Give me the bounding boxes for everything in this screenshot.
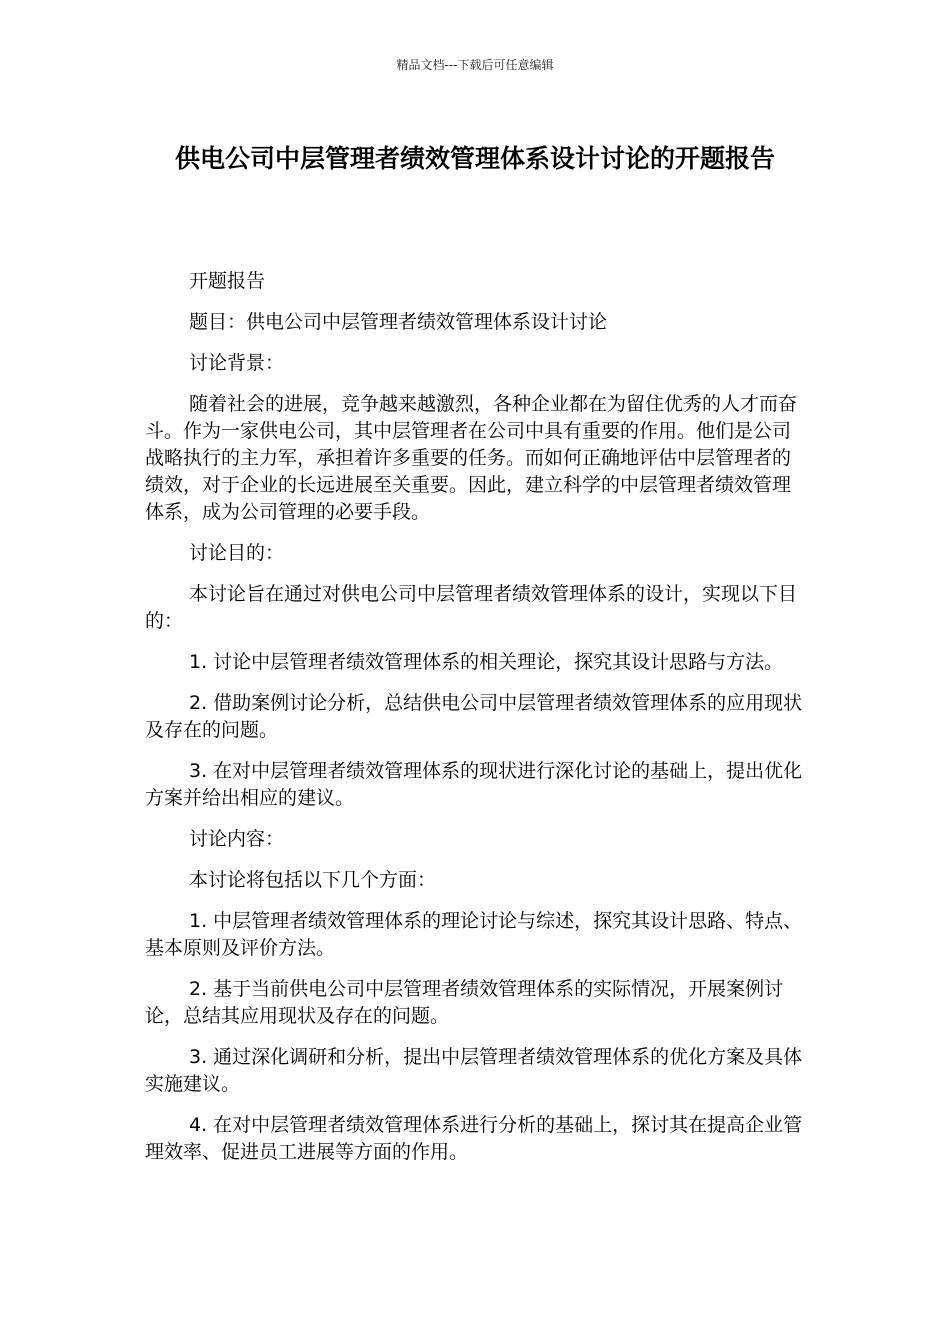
paragraph-content-intro: 本讨论将包括以下几个方面：	[189, 869, 437, 891]
heading-content: 讨论内容：	[189, 828, 285, 850]
document-body	[145, 268, 805, 1180]
list-item-content-4: 4. 在对中层管理者绩效管理体系进行分析的基础上，探讨其在提高企业管理效率、促进员工进展等方面的作用。	[145, 1114, 803, 1163]
paragraph-purpose-intro: 本讨论旨在通过对供电公司中层管理者绩效管理体系的设计，实现以下目的：	[145, 583, 798, 632]
list-item-content-3: 3. 通过深化调研和分析，提出中层管理者绩效管理体系的优化方案及具体实施建议。	[145, 1046, 803, 1095]
paragraph-report-label: 开题报告	[189, 270, 266, 292]
list-item-content-2: 2. 基于当前供电公司中层管理者绩效管理体系的实际情况，开展案例讨论，总结其应用现状及存在的问题。	[145, 978, 784, 1027]
heading-background: 讨论背景：	[189, 352, 285, 374]
paragraph-background: 随着社会的进展，竞争越来越激烈，各种企业都在为留住优秀的人才而奋斗。作为一家供电公司，其中层管理者在公司中具有重要的作用。他们是公司战略执行的主力军，承担着许多重要的任务。而如何正确地评估中层管理者的绩效，对于企业的长远进展至关重要。因此，建立科学的中层管理者绩效管理体系，成为公司管理的必要手段。	[145, 393, 798, 523]
list-item-purpose-2: 2. 借助案例讨论分析，总结供电公司中层管理者绩效管理体系的应用现状及存在的问题。	[145, 692, 803, 741]
heading-purpose: 讨论目的：	[189, 542, 285, 564]
document-title: 供电公司中层管理者绩效管理体系设计讨论的开题报告	[174, 144, 775, 173]
paragraph-topic: 题目：供电公司中层管理者绩效管理体系设计讨论	[189, 311, 608, 333]
list-item-purpose-3: 3. 在对中层管理者绩效管理体系的现状进行深化讨论的基础上，提出优化方案并给出相应的建议。	[145, 760, 803, 809]
header-note: 精品文档---下载后可任意编辑	[396, 58, 554, 72]
list-item-content-1: 1. 中层管理者绩效管理体系的理论讨论与综述，探究其设计思路、特点、基本原则及评价方法。	[145, 910, 803, 959]
list-item-purpose-1: 1. 讨论中层管理者绩效管理体系的相关理论，探究其设计思路与方法。	[189, 651, 784, 673]
